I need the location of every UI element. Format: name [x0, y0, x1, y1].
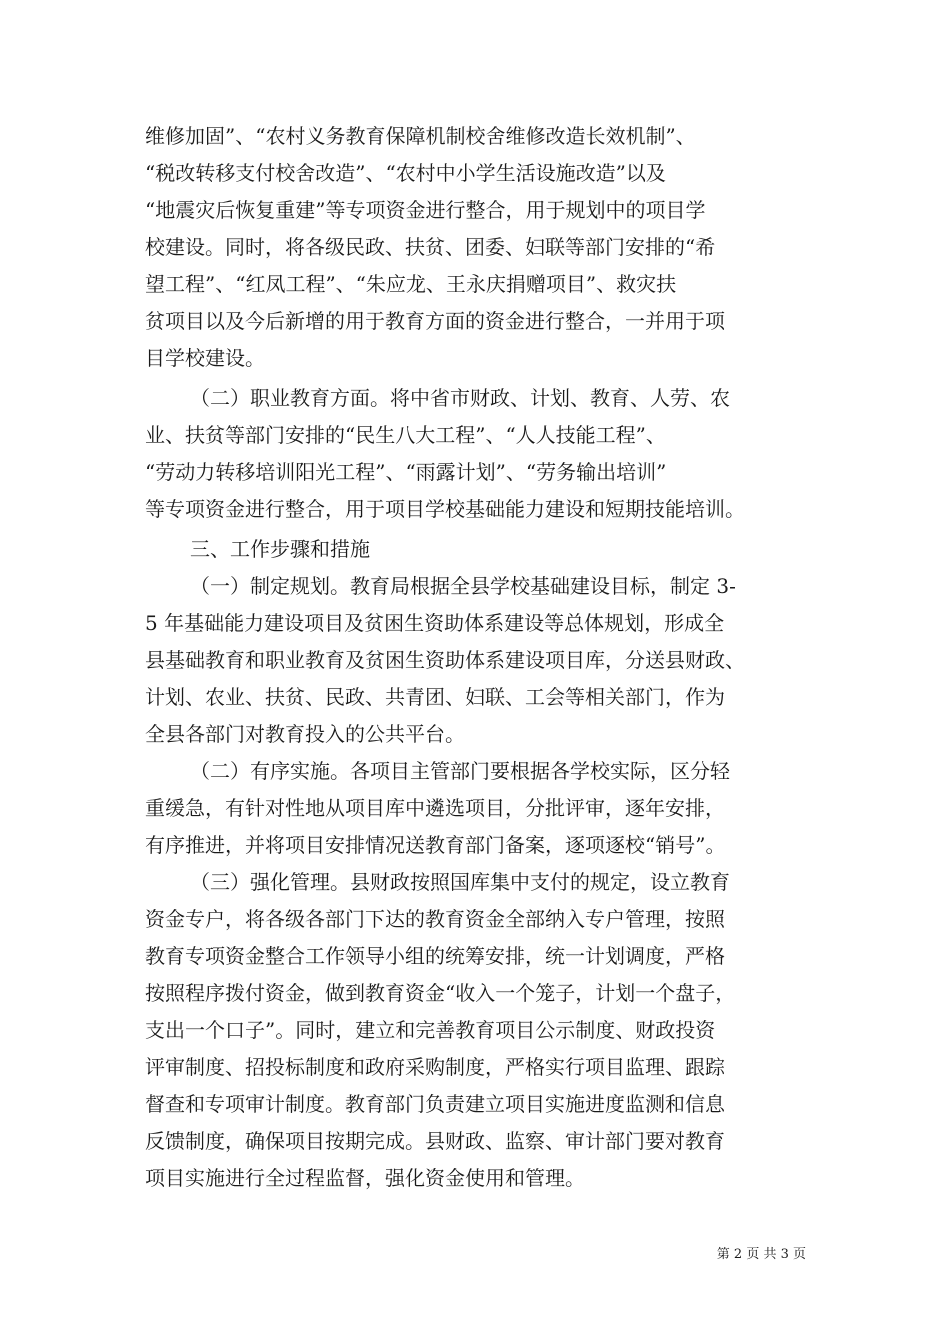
line-text: “税改转移支付校舍改造”、“农村中小学生活设施改造”以及 — [145, 161, 666, 185]
line-text: 5 年基础能力建设项目及贫困生资助体系建设等总体规划，形成全 — [145, 611, 725, 635]
line-text: 评审制度、招投标制度和政府采购制度，严格实行项目监理、跟踪 — [145, 1055, 725, 1079]
text-line — [0, 1123, 950, 1159]
line-text: （二）有序实施。各项目主管部门要根据各学校实际，区分轻 — [190, 759, 730, 783]
line-text: 目学校建设。 — [145, 346, 265, 370]
text-line — [0, 1049, 950, 1085]
text-line — [0, 491, 950, 527]
text-line — [0, 303, 950, 339]
text-line — [0, 790, 950, 826]
line-text: 资金专户，将各级各部门下达的教育资金全部纳入专户管理，按照 — [145, 907, 725, 931]
line-text: （一）制定规划。教育局根据全县学校基础建设目标，制定 3- — [190, 574, 736, 598]
page-number: 第 2 页 共 3 页 — [716, 1247, 806, 1262]
text-line — [0, 192, 950, 228]
line-text: 等专项资金进行整合，用于项目学校基础能力建设和短期技能培训。 — [145, 497, 745, 521]
line-text: 维修加固”、“农村义务教育保障机制校舍维修改造长效机制”、 — [145, 124, 696, 148]
line-text: 按照程序拨付资金，做到教育资金“收入一个笼子，计划一个盘子， — [145, 981, 736, 1005]
text-line — [0, 1012, 950, 1048]
line-text: 有序推进，并将项目安排情况送教育部门备案，逐项逐校“销号”。 — [145, 833, 726, 857]
line-text: 校建设。同时，将各级民政、扶贫、团委、妇联等部门安排的“希 — [145, 235, 716, 259]
line-text: “劳动力转移培训阳光工程”、“雨露计划”、“劳务输出培训” — [145, 460, 667, 484]
text-line — [0, 975, 950, 1011]
text-line — [0, 901, 950, 937]
text-line — [0, 417, 950, 453]
text-line — [0, 380, 950, 416]
line-text: 支出一个口子”。同时，建立和完善教育项目公示制度、财政投资 — [145, 1018, 716, 1042]
line-text: 贫项目以及今后新增的用于教育方面的资金进行整合，一并用于项 — [145, 309, 725, 333]
text-line — [0, 679, 950, 715]
text-line — [0, 605, 950, 641]
line-text: 督查和专项审计制度。教育部门负责建立项目实施进度监测和信息 — [145, 1092, 725, 1116]
line-text: 计划、农业、扶贫、民政、共青团、妇联、工会等相关部门，作为 — [145, 685, 725, 709]
text-line — [0, 1160, 950, 1196]
text-line — [0, 229, 950, 265]
line-text: 望工程”、“红凤工程”、“朱应龙、王永庆捐赠项目”、救灾扶 — [145, 272, 677, 296]
line-text: 全县各部门对教育投入的公共平台。 — [145, 722, 465, 746]
text-line — [0, 568, 950, 604]
text-line — [0, 266, 950, 302]
text-line — [0, 938, 950, 974]
line-text: 县基础教育和职业教育及贫困生资助体系建设项目库，分送县财政、 — [145, 648, 745, 672]
text-line — [0, 340, 950, 376]
text-line — [0, 155, 950, 191]
line-text: （三）强化管理。县财政按照国库集中支付的规定，设立教育 — [190, 870, 730, 894]
line-text: （二）职业教育方面。将中省市财政、计划、教育、人劳、农 — [190, 386, 730, 410]
line-text: “地震灾后恢复重建”等专项资金进行整合，用于规划中的项目学 — [145, 198, 706, 222]
text-line — [0, 827, 950, 863]
text-line — [0, 642, 950, 678]
line-text: 教育专项资金整合工作领导小组的统筹安排，统一计划调度，严格 — [145, 944, 725, 968]
text-line — [0, 1086, 950, 1122]
line-text: 反馈制度，确保项目按期完成。县财政、监察、审计部门要对教育 — [145, 1129, 725, 1153]
text-line — [0, 716, 950, 752]
section-heading — [0, 531, 950, 567]
line-text: 三、工作步骤和措施 — [190, 537, 370, 561]
line-text: 重缓急，有针对性地从项目库中遴选项目，分批评审，逐年安排， — [145, 796, 725, 820]
line-text: 业、扶贫等部门安排的“民生八大工程”、“人人技能工程”、 — [145, 423, 666, 447]
text-line — [0, 864, 950, 900]
text-line — [0, 118, 950, 154]
text-line — [0, 753, 950, 789]
line-text: 项目实施进行全过程监督，强化资金使用和管理。 — [145, 1166, 585, 1190]
text-line — [0, 454, 950, 490]
